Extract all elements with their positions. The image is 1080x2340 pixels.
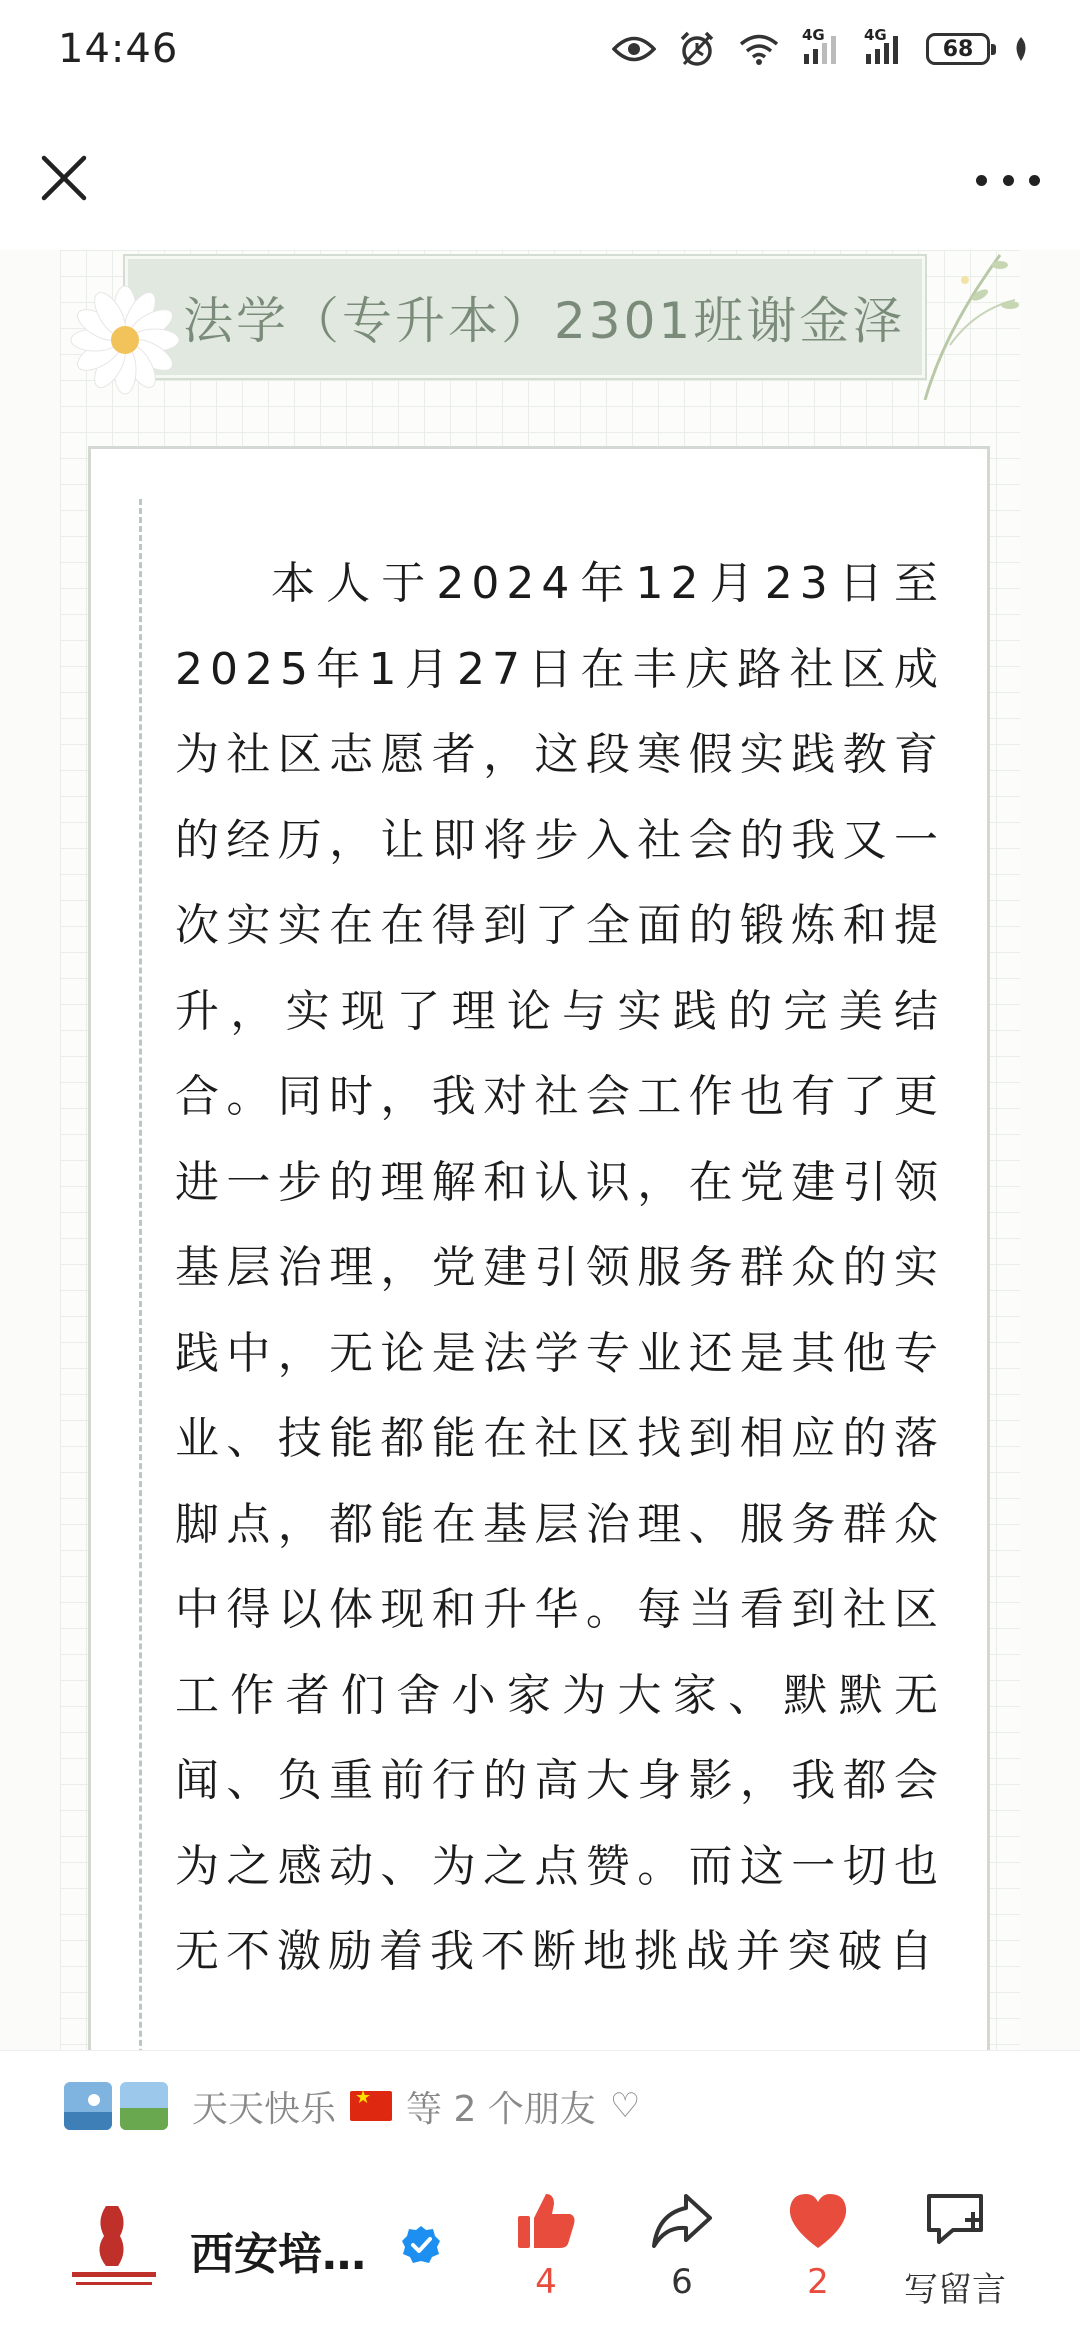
share-button[interactable]: [622, 2190, 742, 2302]
signal-1: [802, 26, 842, 66]
title-banner: [125, 256, 925, 378]
status-icons: [612, 26, 1030, 68]
friend-avatar: [120, 2082, 168, 2130]
share-icon: [650, 2190, 714, 2252]
share-count: 6: [671, 2262, 693, 2302]
network-type-label: 4G: [864, 26, 887, 44]
wifi-icon: [738, 33, 780, 65]
article-content[interactable]: [0, 250, 1080, 2050]
more-dot-icon: [1003, 175, 1014, 186]
more-button[interactable]: [976, 160, 1040, 200]
close-button[interactable]: [36, 150, 92, 206]
article-body: 本人于2024年12月23日至2025年1月27日在丰庆路社区成为社区志愿者，这段寒假实践教育的经历，让即将步入社会的我又一次实实在在得到了全面的锻炼和提升，实现了理论与实践的完美结合。同时，我对社会工作也有了更进一步的理解和认识，在党建引领基层治理，党建引领服务群众的实践中，无论是法学专业还是其他专业、技能都能在社区找到相应的落脚点，都能在基层治理、服务群众中得以体现和升华。每当看到社区工作者们舍小家为大家、默默无闻、负重前行的高大身影，我都会为之感动、为之点赞。而这一切也无不激励着我不断地挑战并突破自: [175, 558, 945, 1977]
like-count: 4: [535, 2262, 557, 2302]
close-icon: [36, 150, 92, 206]
more-dot-icon: [1029, 175, 1040, 186]
network-type-label: 4G: [802, 26, 825, 44]
comment-button[interactable]: [880, 2190, 1030, 2311]
friends-text: [192, 2081, 640, 2132]
like-button[interactable]: [486, 2190, 606, 2302]
account-name[interactable]: 西安培…: [190, 2229, 366, 2280]
friend-name: 天天快乐: [192, 2088, 337, 2130]
thumbs-up-icon: [514, 2190, 578, 2252]
bottom-action-bar: [0, 2160, 1080, 2340]
favorite-count: 2: [807, 2262, 829, 2302]
battery-level: 68: [942, 36, 974, 62]
nav-bar: [0, 100, 1080, 250]
friends-liked-bar[interactable]: [0, 2050, 1080, 2161]
china-flag-icon: [350, 2091, 392, 2121]
account-logo[interactable]: [66, 2196, 162, 2296]
friend-avatar: [64, 2082, 112, 2130]
comment-icon: [923, 2190, 987, 2252]
battery-indicator: [926, 33, 990, 65]
heart-outline-icon: ♡: [609, 2086, 641, 2126]
status-bar: [0, 0, 1080, 100]
article-title: 法学（专升本）2301班谢金泽: [183, 292, 906, 350]
leaf-icon: [1012, 35, 1030, 63]
favorite-button[interactable]: [758, 2190, 878, 2302]
verified-badge-icon: [400, 2224, 442, 2266]
avatar-image: [64, 2082, 112, 2130]
status-time: 14:46: [58, 26, 179, 72]
avatar-image: [120, 2082, 168, 2130]
more-dot-icon: [976, 175, 987, 186]
alarm-icon: [678, 30, 716, 68]
signal-2: [864, 26, 904, 66]
comment-label: 写留言: [904, 2270, 1006, 2310]
content-card: [88, 446, 990, 2050]
plant-sprig-icon: [905, 250, 1025, 400]
decorative-dashed-line: [139, 499, 142, 2050]
eye-icon: [612, 34, 656, 64]
friends-suffix: 等 2 个朋友: [406, 2088, 596, 2130]
daisy-flower-icon: [70, 285, 180, 395]
heart-filled-icon: [786, 2190, 850, 2252]
